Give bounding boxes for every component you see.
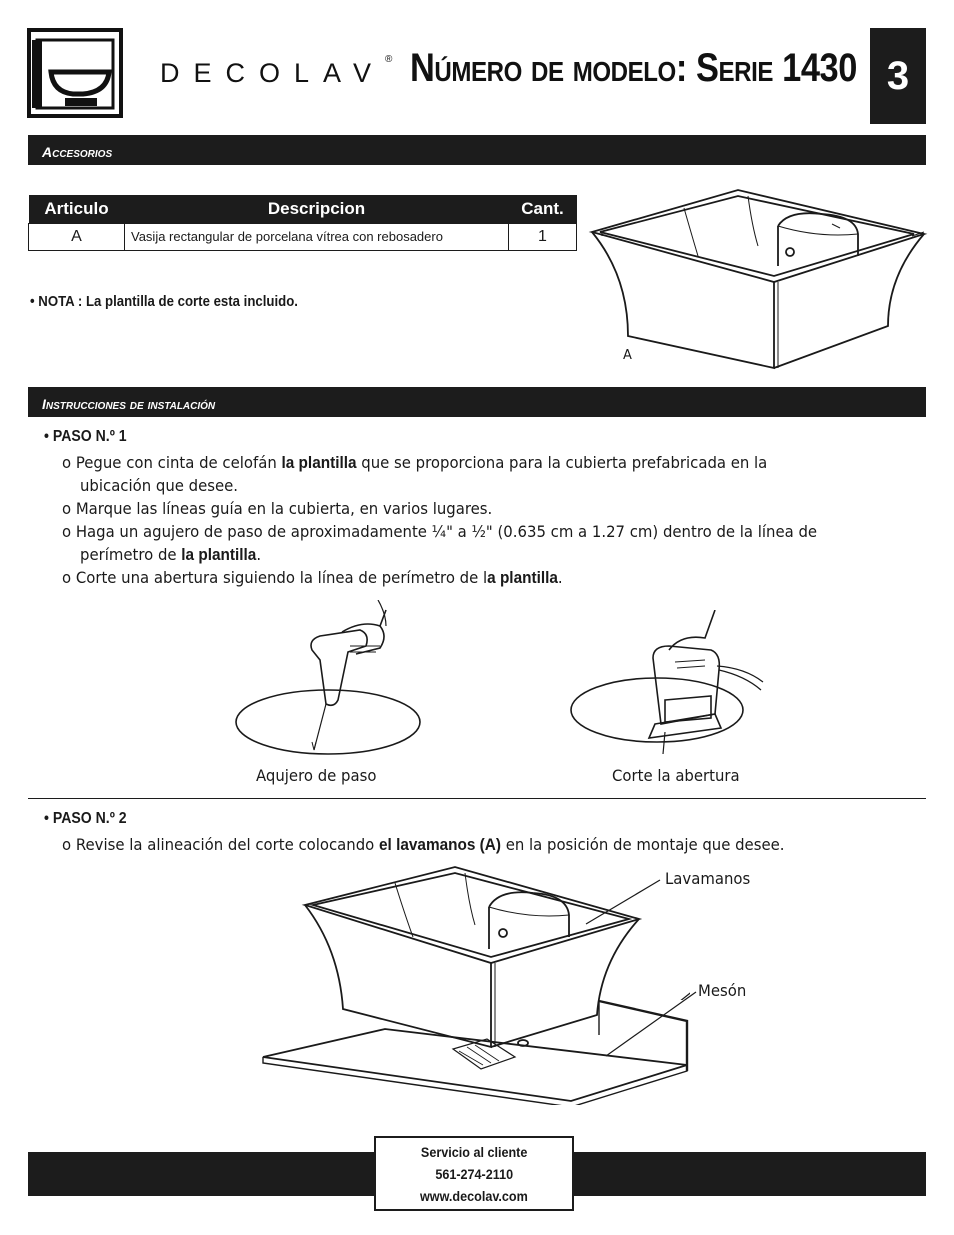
page-title: Número de modelo: Serie 1430 xyxy=(410,46,857,90)
cell-item: A xyxy=(29,223,125,250)
col-articulo: Articulo xyxy=(29,195,125,223)
table-row xyxy=(29,223,577,250)
leader-line-meson xyxy=(600,990,700,1060)
brand-name: DECOLAV® xyxy=(160,54,393,88)
decolav-logo-icon xyxy=(27,28,123,118)
jigsaw-illustration xyxy=(565,610,765,760)
callout-lavamanos: Lavamanos xyxy=(665,869,751,888)
drill-illustration xyxy=(230,600,430,760)
cell-qty: 1 xyxy=(509,223,577,250)
cell-description: Vasija rectangular de porcelana vítrea con rebosadero xyxy=(125,223,509,250)
figure-a-label: A xyxy=(623,348,632,363)
step-divider xyxy=(28,798,926,799)
parts-table xyxy=(28,195,577,251)
step1-line-6: o Corte una abertura siguiendo la línea de perímetro de la plantilla. xyxy=(62,568,563,587)
step1-line-4: o Haga un agujero de paso de aproximadamente ¼" a ½" (0.635 cm a 1.27 cm) dentro de la línea de xyxy=(62,522,818,541)
page-number: 3 xyxy=(870,28,926,124)
step1-line-2: ubicación que desee. xyxy=(80,476,239,495)
col-descripcion: Descripcion xyxy=(125,195,509,223)
customer-service-phone: 561-274-2110 xyxy=(435,1165,513,1182)
callout-meson: Mesón xyxy=(698,981,747,1000)
step1-line-3: o Marque las líneas guía en la cubierta, en varios lugares. xyxy=(62,499,493,518)
parts-table-header xyxy=(29,195,577,223)
customer-service-box xyxy=(374,1136,574,1211)
section-accessories: Accesorios xyxy=(28,135,926,165)
step1-line-5: perímetro de la plantilla. xyxy=(80,545,262,564)
sink-illustration xyxy=(588,186,928,376)
customer-service-label: Servicio al cliente xyxy=(420,1143,528,1160)
col-cant: Cant. xyxy=(509,195,577,223)
step1-line-1: o Pegue con cinta de celofán la plantilla que se proporciona para la cubierta prefabricada en la xyxy=(62,453,768,472)
caption-cut: Corte la abertura xyxy=(612,766,740,785)
caption-drill: Aqujero de paso xyxy=(256,766,377,785)
section-installation: Instrucciones de instalación xyxy=(28,387,926,417)
step2-line-1: o Revise la alineación del corte colocando el lavamanos (A) en la posición de montaje que desee. xyxy=(62,835,785,854)
customer-service-website: www.decolav.com xyxy=(420,1187,528,1204)
note-text: • NOTA : La plantilla de corte esta incluido. xyxy=(30,293,298,310)
step1-heading: • PASO N.º 1 xyxy=(44,428,127,445)
step2-heading: • PASO N.º 2 xyxy=(44,810,127,827)
leader-lines xyxy=(580,870,690,1000)
